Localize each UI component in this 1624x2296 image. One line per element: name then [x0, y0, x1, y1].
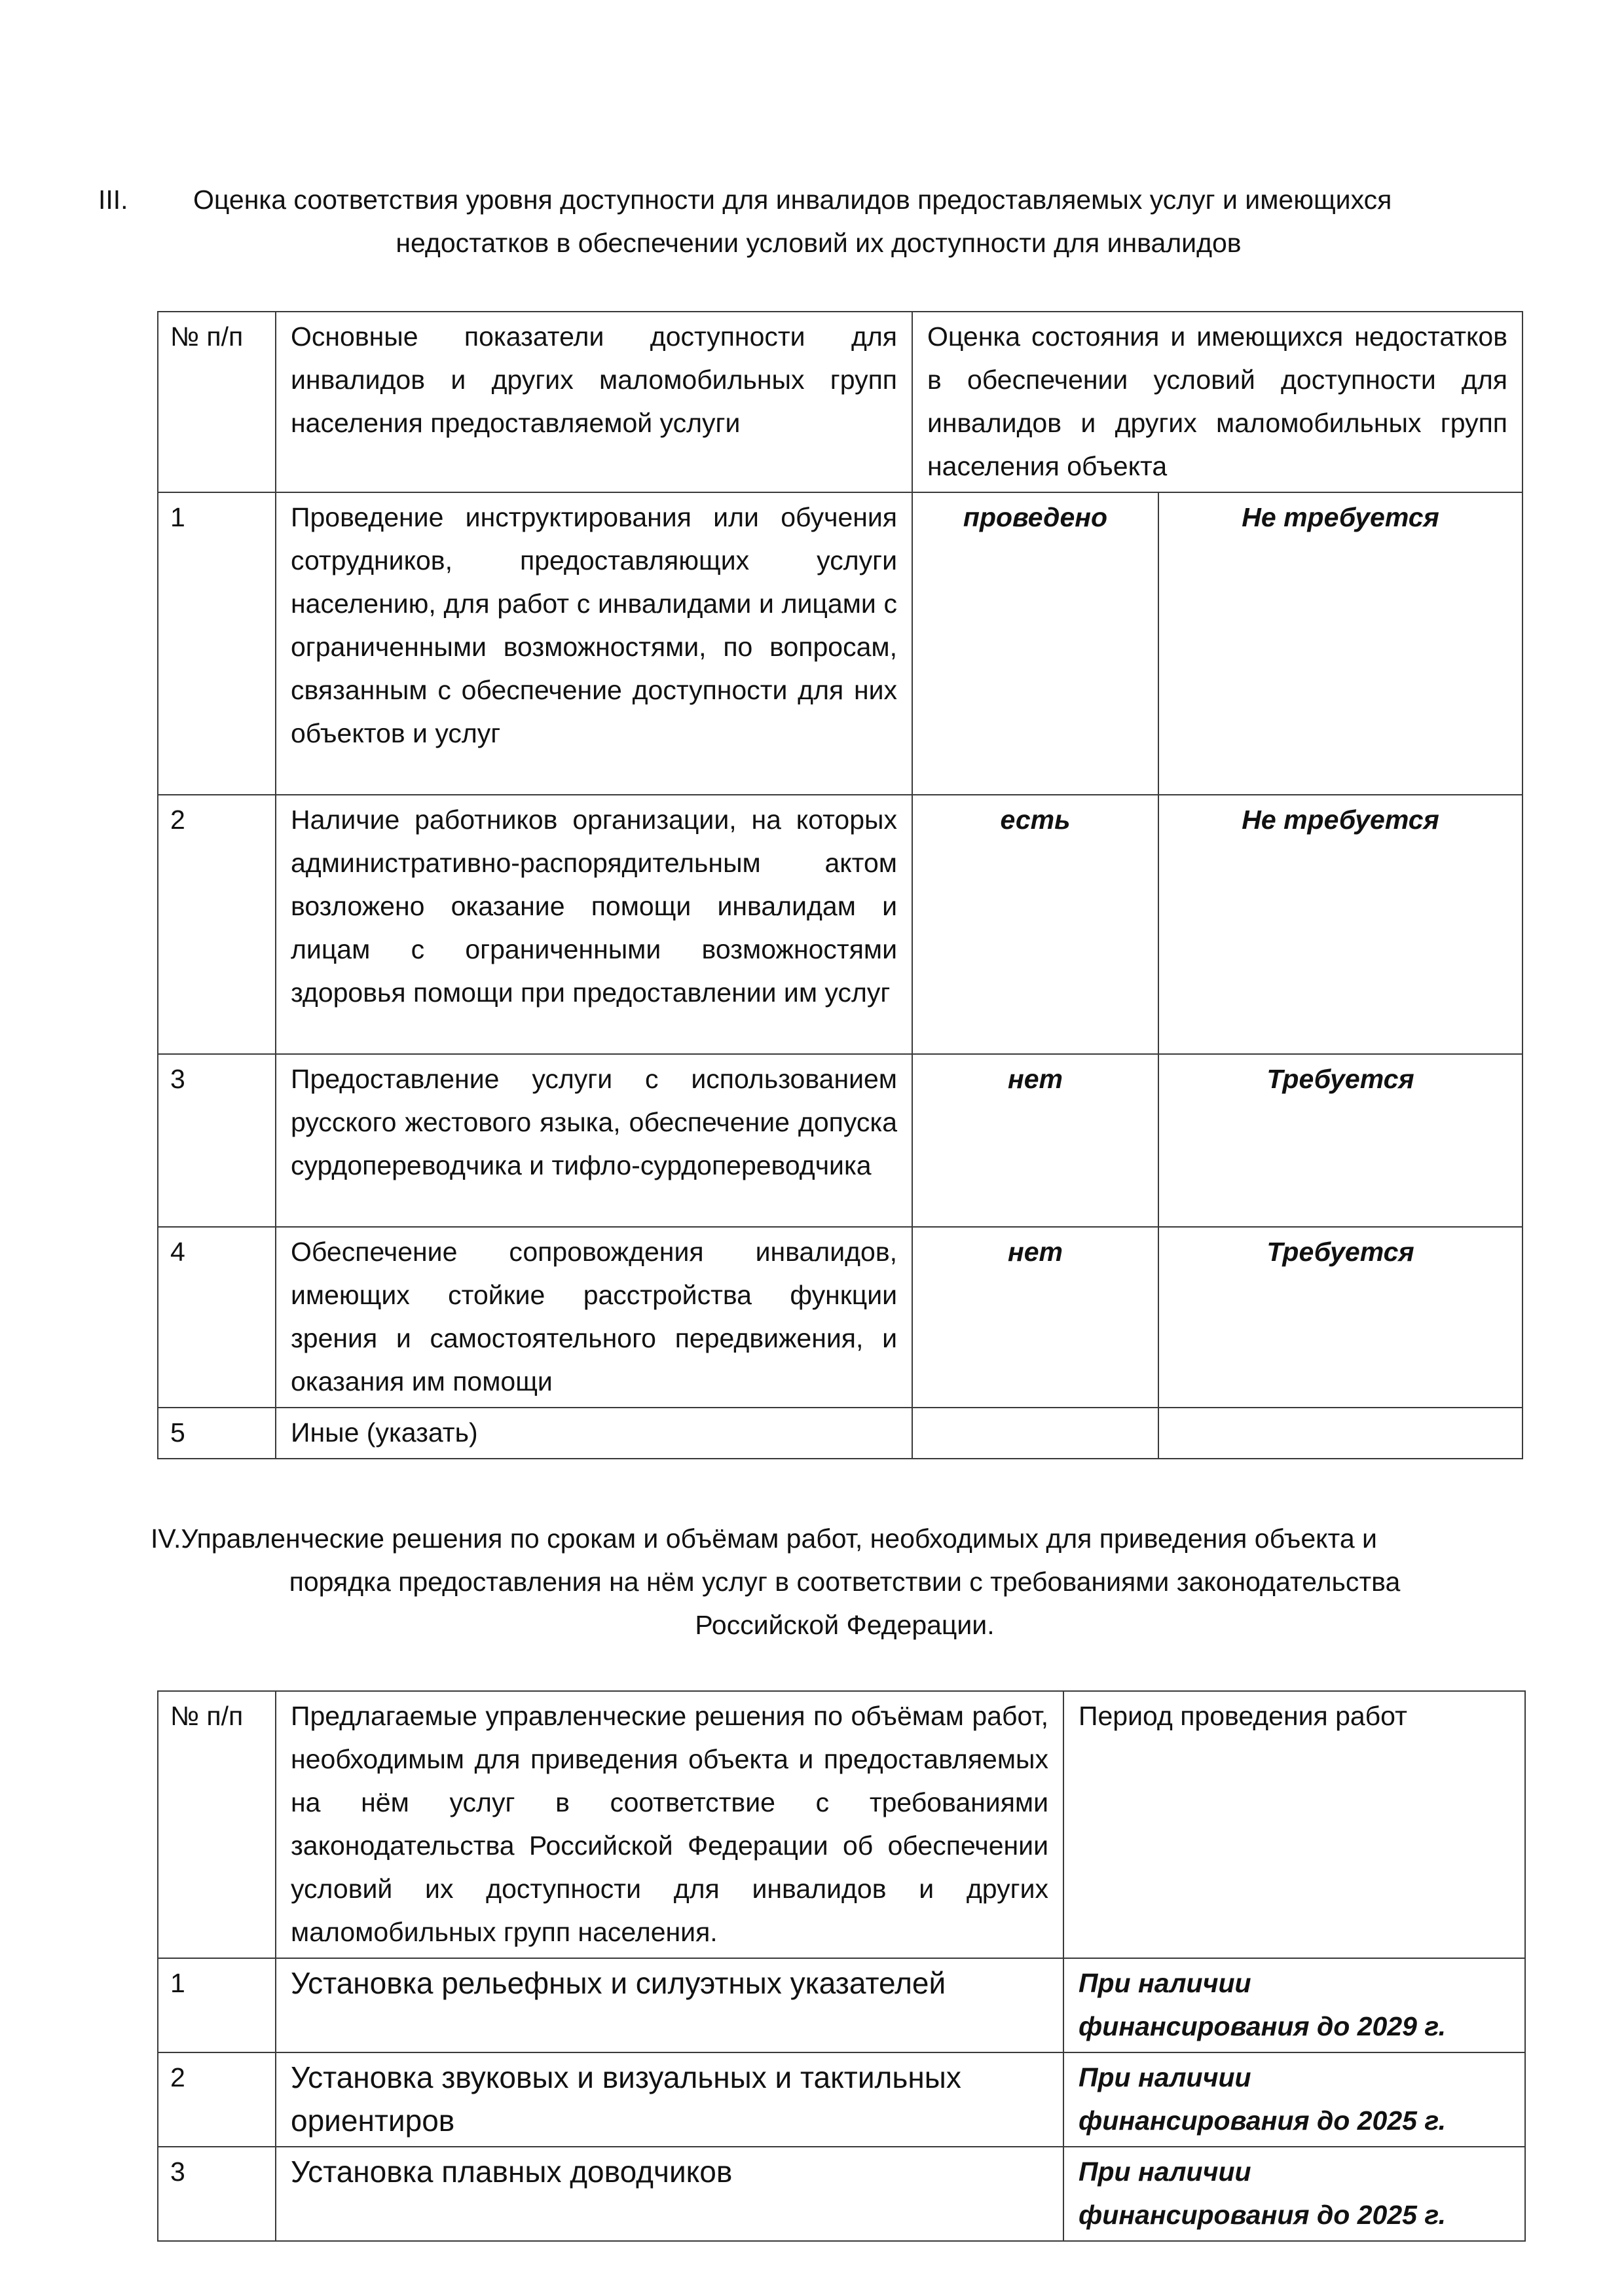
row-num: 1	[158, 492, 276, 795]
table-header-row	[158, 1691, 1525, 1958]
header-decision: Предлагаемые управленческие решения по объёмам работ, необходимым для приведения объекта и предоставляемых на нём услуг в соответствие с требованиями законодательства Российской Федерации об обеспечении условий их доступности для инвалидов и других маломобильных групп населения.	[276, 1691, 1063, 1958]
table-row	[158, 795, 1522, 1054]
row-period	[1063, 2052, 1525, 2147]
section-3-title-line-2: недостатков в обеспечении условий их доступности для инвалидов	[396, 228, 1242, 258]
row-status	[912, 1408, 1158, 1459]
row-num: 5	[158, 1408, 276, 1459]
table-header-row	[158, 312, 1522, 492]
header-period: Период проведения работ	[1063, 1691, 1525, 1958]
table-row	[158, 2052, 1525, 2147]
section-4-title-line-2: порядка предоставления на нём услуг в соответствии с требованиями законодательства	[289, 1567, 1401, 1597]
row-action: Не требуется	[1158, 492, 1522, 795]
row-action: Требуется	[1158, 1227, 1522, 1408]
header-indicator: Основные показатели доступности для инвалидов и других маломобильных групп населения предоставляемой услуги	[276, 312, 912, 492]
table-row	[158, 492, 1522, 795]
row-decision: Установка плавных доводчиков	[276, 2147, 1063, 2241]
row-indicator: Проведение инструктирования или обучения сотрудников, предоставляющих услуги населению, для работ с инвалидами и лицами с ограниченными возможностями, по вопросам, связанным с обеспечение доступности для них объектов и услуг	[276, 492, 912, 795]
period-line-2: финансирования до 2029 г.	[1079, 2011, 1447, 2041]
row-num: 4	[158, 1227, 276, 1408]
header-num: № п/п	[158, 312, 276, 492]
period-line-2: финансирования до 2025 г.	[1079, 2200, 1447, 2230]
row-period	[1063, 2147, 1525, 2241]
row-num: 3	[158, 1054, 276, 1227]
section-4-title-line-3: Российской Федерации.	[695, 1610, 995, 1640]
row-num: 3	[158, 2147, 276, 2241]
row-action: Не требуется	[1158, 795, 1522, 1054]
period-line-1: При наличии	[1079, 2062, 1251, 2092]
row-num: 2	[158, 795, 276, 1054]
row-decision: Установка рельефных и силуэтных указателей	[276, 1958, 1063, 2052]
row-status: есть	[912, 795, 1158, 1054]
period-line-1: При наличии	[1079, 2157, 1251, 2187]
header-num: № п/п	[158, 1691, 276, 1958]
table-row	[158, 1054, 1522, 1227]
period-line-2: финансирования до 2025 г.	[1079, 2105, 1447, 2136]
row-period	[1063, 1958, 1525, 2052]
table-row	[158, 1227, 1522, 1408]
management-decisions-table	[157, 1690, 1526, 2242]
row-indicator: Наличие работников организации, на которых административно-распорядительным актом возложено оказание помощи инвалидам и лицам с ограниченными возможностями здоровья помощи при предоставлении им услуг	[276, 795, 912, 1054]
table-row	[158, 1958, 1525, 2052]
row-status: нет	[912, 1227, 1158, 1408]
section-3-number: III.	[98, 185, 128, 215]
row-num: 2	[158, 2052, 276, 2147]
section-3-title-line-1: Оценка соответствия уровня доступности для инвалидов предоставляемых услуг и имеющихся	[193, 185, 1392, 215]
row-action: Требуется	[1158, 1054, 1522, 1227]
period-line-1: При наличии	[1079, 1968, 1251, 1998]
row-num: 1	[158, 1958, 276, 2052]
header-assessment: Оценка состояния и имеющихся недостатков в обеспечении условий доступности для инвалидов и других маломобильных групп населения объекта	[912, 312, 1522, 492]
section-4-title-line-1: IV.Управленческие решения по срокам и объёмам работ, необходимых для приведения объекта и	[151, 1523, 1377, 1554]
row-indicator: Предоставление услуги с использованием русского жестового языка, обеспечение допуска сурдопереводчика и тифло-сурдопереводчика	[276, 1054, 912, 1227]
row-action	[1158, 1408, 1522, 1459]
accessibility-assessment-table	[157, 311, 1523, 1459]
row-indicator: Обеспечение сопровождения инвалидов, имеющих стойкие расстройства функции зрения и самостоятельного передвижения, и оказания им помощи	[276, 1227, 912, 1408]
table-row	[158, 2147, 1525, 2241]
row-status: проведено	[912, 492, 1158, 795]
row-status: нет	[912, 1054, 1158, 1227]
table-row	[158, 1408, 1522, 1459]
row-indicator: Иные (указать)	[276, 1408, 912, 1459]
row-decision: Установка звуковых и визуальных и тактильных ориентиров	[276, 2052, 1063, 2147]
